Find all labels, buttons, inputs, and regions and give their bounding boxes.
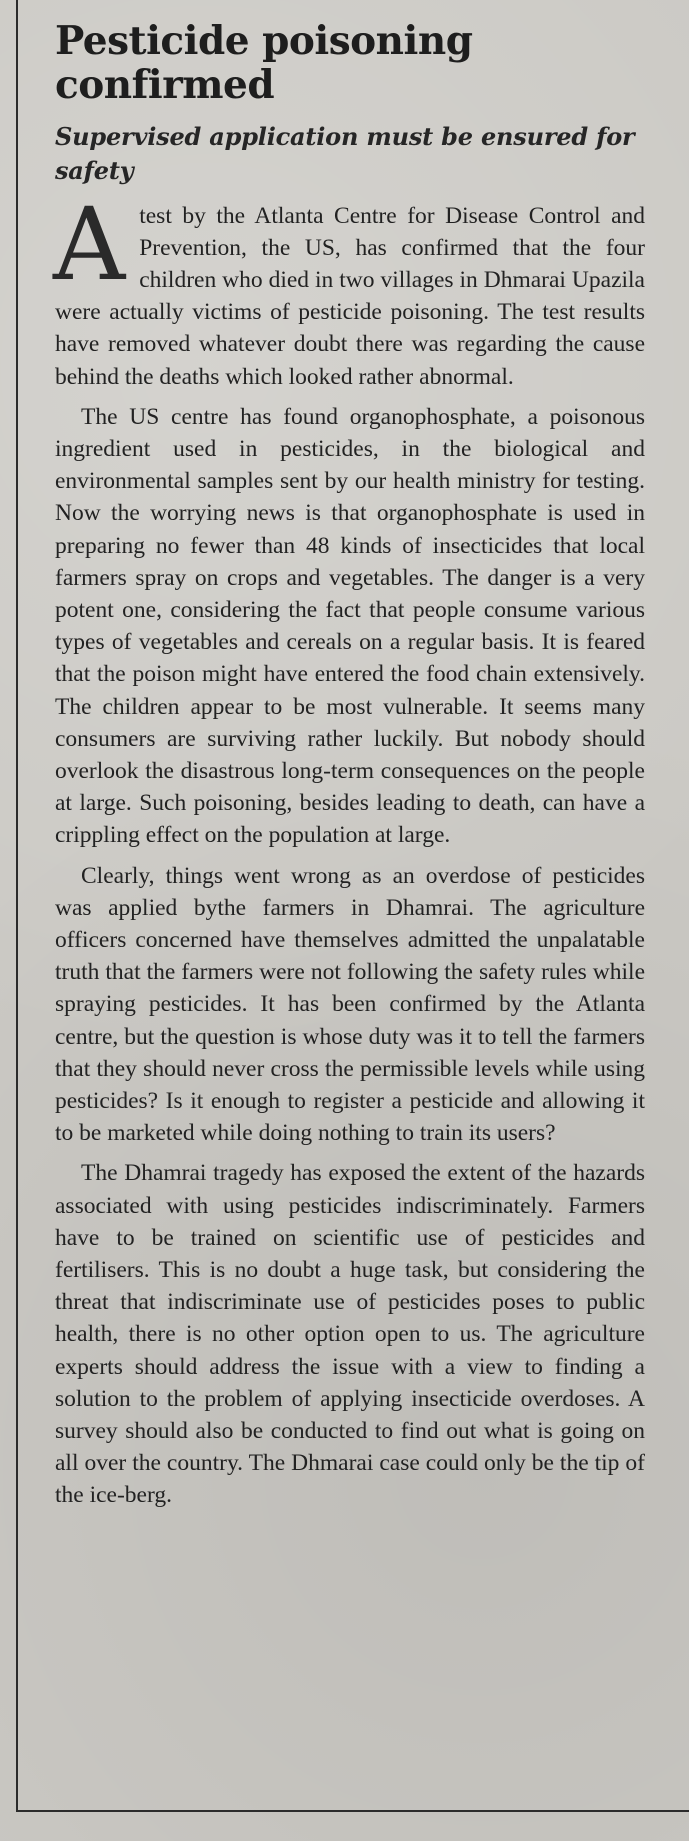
paragraph-1 [53, 185, 645, 393]
paragraph-1-text: test by the Atlanta Centre for Disease Control and Prevention, the US, has confirmed that the four children who died in two villages in Dhmarai Upazila were actually victims of pesticide poisoning. The test results have removed whatever doubt there was regarding the cause behind the deaths which looked rather abnormal. [55, 202, 645, 390]
subheadline: Supervised application must be ensured for safety [55, 122, 635, 185]
headline: Pesticide poisoning confirmed [55, 18, 473, 108]
editorial-article [55, 20, 645, 1512]
drop-cap: A [53, 185, 126, 303]
column-left-rule [16, 0, 18, 1812]
article-body [53, 185, 645, 1512]
paragraph-4: The Dhamrai tragedy has exposed the extent of the hazards associated with using pesticides indiscriminately. Farmers have to be trained on scientific use of pesticides and fertilisers. This is no doubt a huge task, but considering the threat that indiscriminate use of pesticides poses to public health, there is no other option open to us. The agriculture experts should address the issue with a view to finding a solution to the problem of applying insecticide overdoses. A survey should also be conducted to find out what is going on all over the country. The Dhmarai case could only be the tip of the ice-berg. [55, 1160, 645, 1509]
column-bottom-rule [16, 1810, 689, 1812]
paragraph-2: The US centre has found organophosphate, a poisonous ingredient used in pesticides, in the biological and environmental samples sent by our health ministry for testing. Now the worrying news is that organophosphate is used in preparing no fewer than 48 kinds of insecticides that local farmers spray on crops and vegetables. The danger is a very potent one, considering the fact that people consume various types of vegetables and cereals on a regular basis. It is feared that the poison might have entered the food chain extensively. The children appear to be most vulnerable. It seems many consumers are surviving rather luckily. But nobody should overlook the disastrous long-term consequences on the people at large. Such poisoning, besides leading to death, can have a crippling effect on the population at large. [55, 403, 645, 849]
paragraph-3: Clearly, things went wrong as an overdose of pesticides was applied bythe farmers in Dhamrai. The agriculture officers concerned have themselves admitted the unpalatable truth that the farmers were not following the safety rules while spraying pesticides. It has been confirmed by the Atlanta centre, but the question is whose duty was it to tell the farmers that they should never cross the permissible levels while using pesticides? Is it enough to register a pesticide and allowing it to be marketed while doing nothing to train its users? [55, 862, 645, 1147]
